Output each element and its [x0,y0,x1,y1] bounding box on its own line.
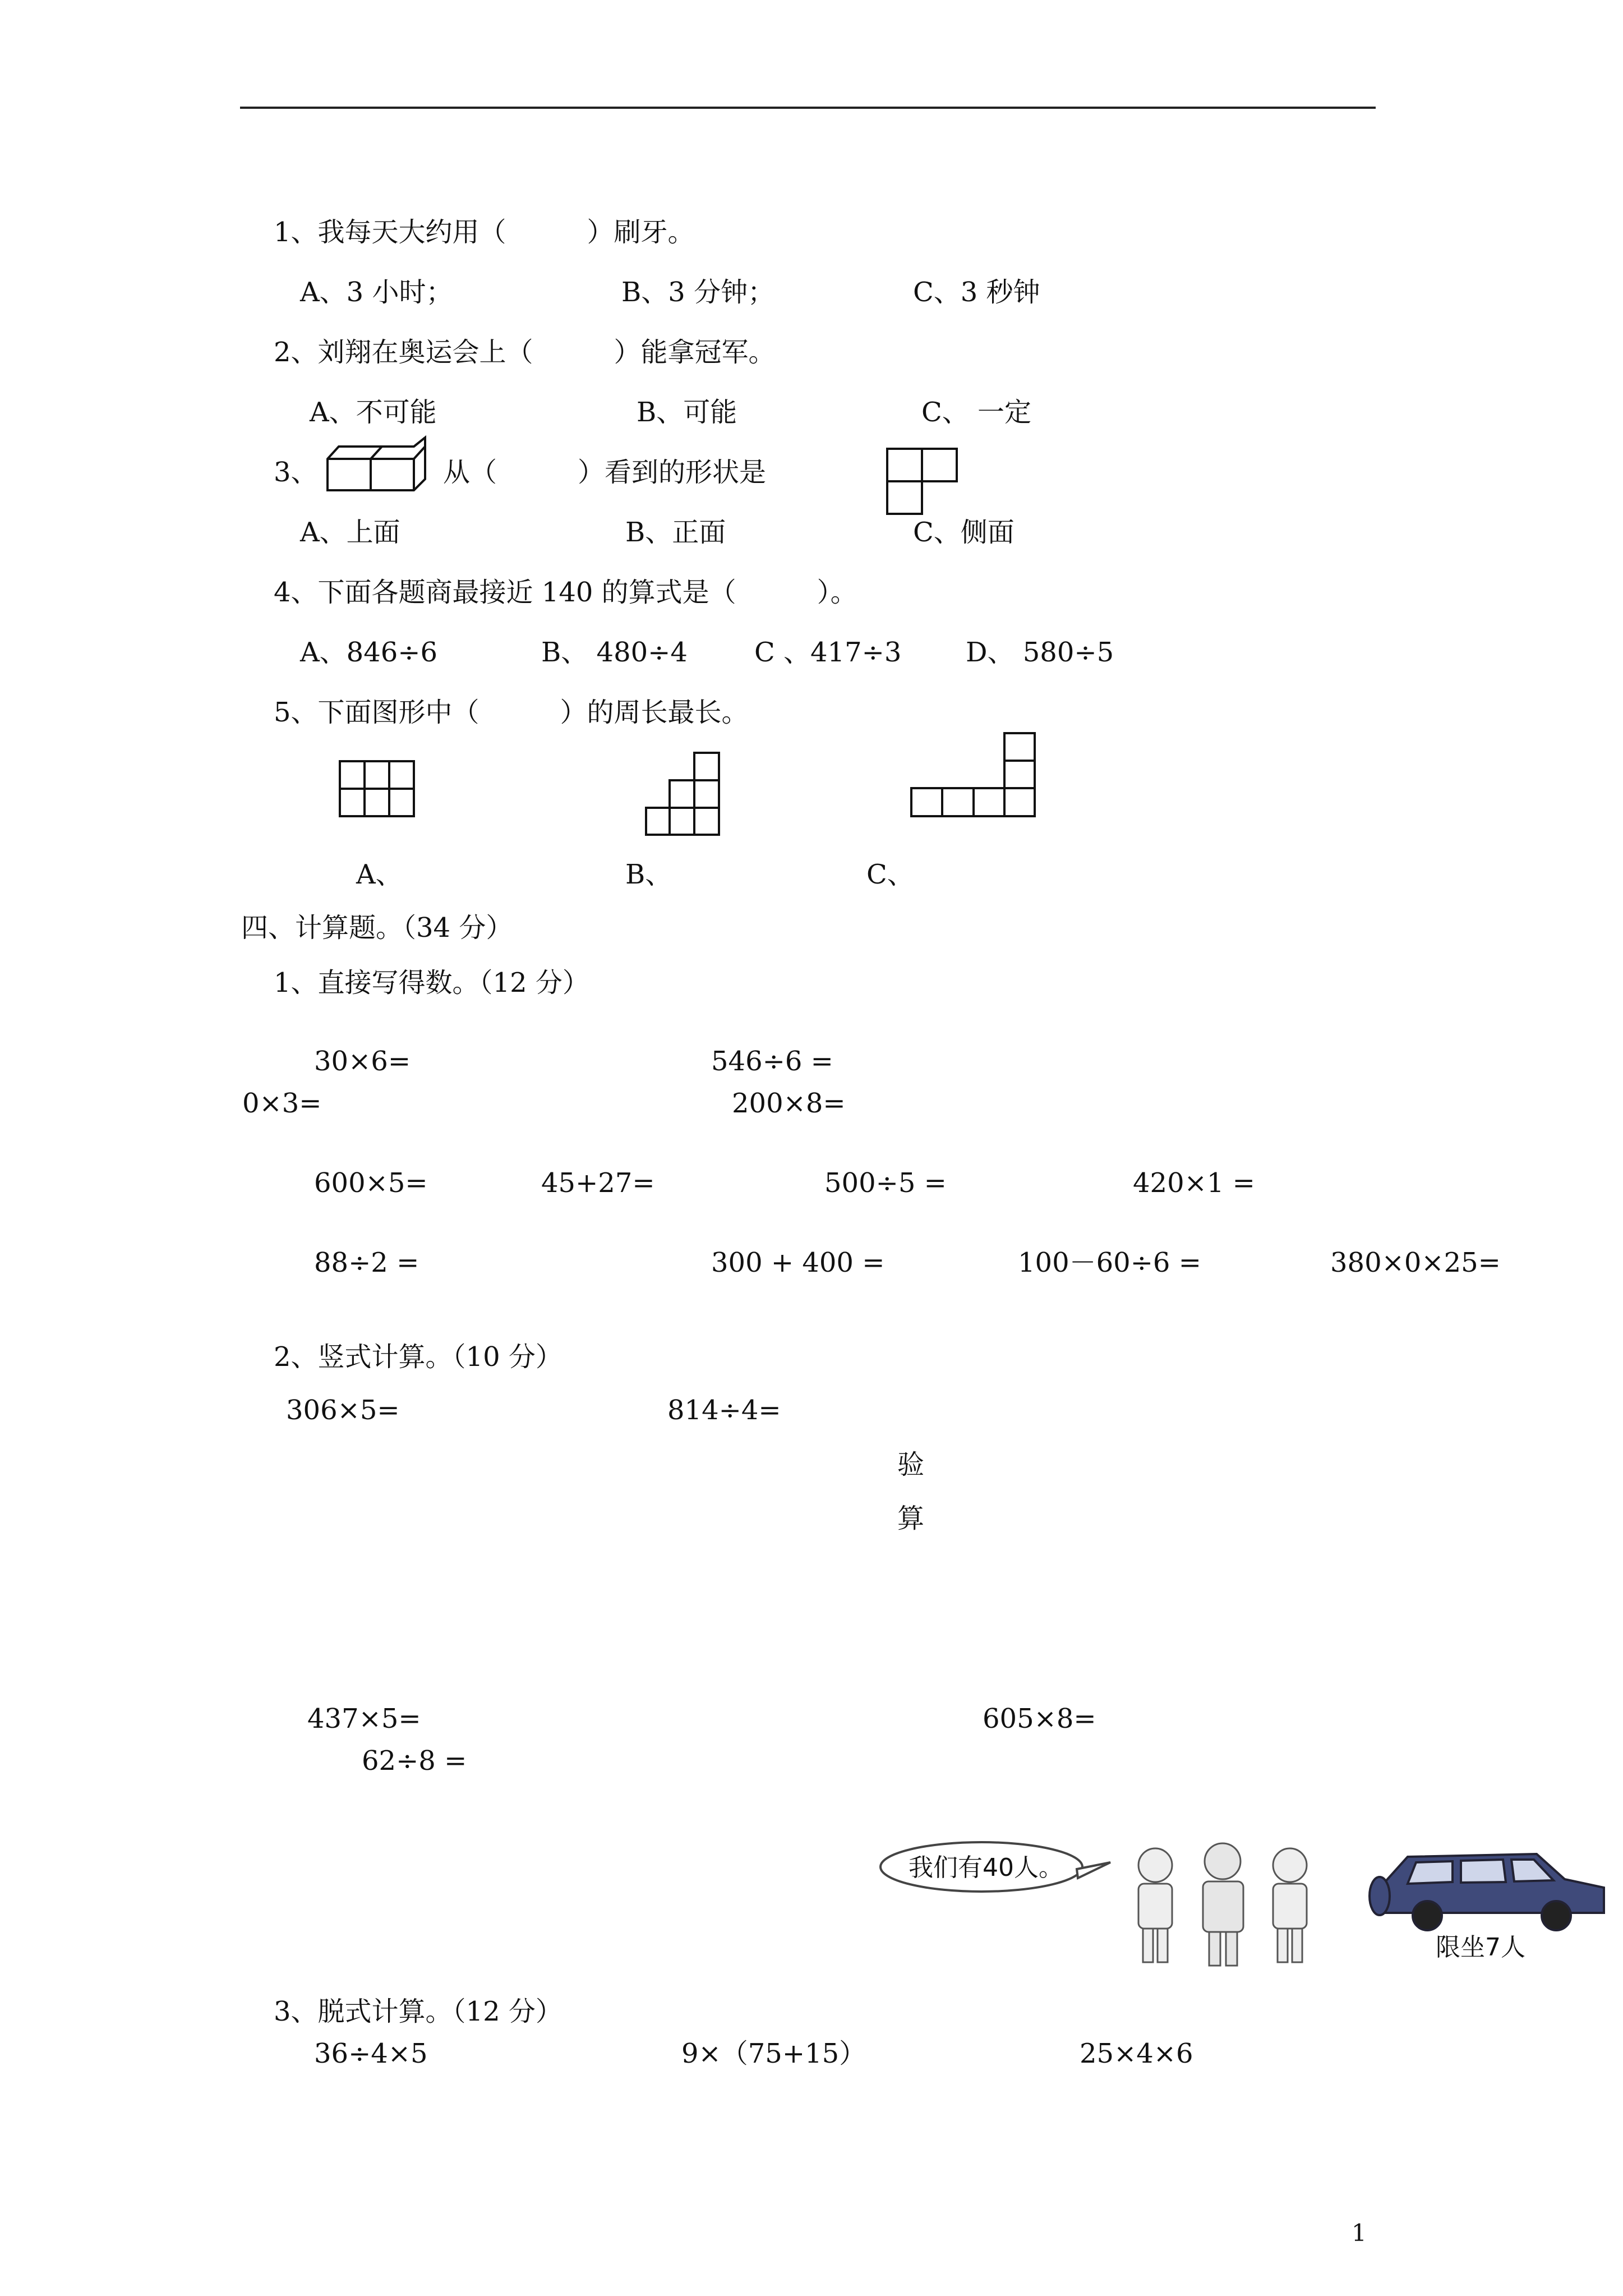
part3-title: 3、脱式计算。（12 分） [274,1996,562,2027]
header-rule [240,107,1376,109]
q2-option-b: B、可能 [637,397,737,428]
q2-option-a: A、不可能 [310,397,437,428]
check-label-1: 验 [897,1449,925,1480]
q1-stem: 1、我每天大约用（ ）刷牙。 [274,217,695,248]
q5-figure-a [339,760,415,817]
q1-option-b: B、3 分钟； [621,277,775,308]
q4-option-c: C 、417÷3 [754,637,902,668]
section4-title: 四、计算题。（34 分） [241,912,513,944]
calc-item: 500÷5 = [824,1167,947,1199]
q3-view-shape [886,448,965,515]
q3-number: 3、 [274,457,318,488]
q3-stem: 从（ ）看到的形状是 [443,457,767,488]
vertical-calc-item: 605×8= [983,1703,1096,1734]
vertical-calc-item: 306×5= [286,1395,400,1426]
q5-label-a: A、 [356,859,403,890]
q1-option-a: A、3 小时； [300,277,453,308]
calc-item: 200×8= [732,1088,846,1119]
check-label-2: 算 [897,1503,925,1534]
calc-item: 600×5= [314,1167,428,1199]
q4-option-d: D、 580÷5 [966,637,1114,668]
q3-cube-figure [325,438,426,494]
page-number: 1 [1352,2219,1367,2247]
q3-option-b: B、正面 [625,517,726,548]
q4-option-b: B、 480÷4 [541,637,688,668]
calc-item: 30×6= [314,1046,411,1077]
calc-item: 100－60÷6 = [1018,1247,1201,1278]
stepwise-calc-item: 36÷4×5 [314,2038,428,2069]
calc-item: 420×1 = [1133,1167,1255,1199]
q1-option-c: C、3 秒钟 [913,277,1040,308]
calc-item: 0×3= [242,1088,322,1119]
part1-title: 1、直接写得数。（12 分） [274,967,589,999]
q5-label-c: C、 [866,859,914,890]
calc-item: 88÷2 = [314,1247,419,1278]
q2-stem: 2、刘翔在奥运会上（ ）能拿冠军。 [274,337,776,368]
stepwise-calc-item: 9×（75+15） [681,2038,866,2069]
vertical-calc-item: 814÷4= [667,1395,781,1426]
q4-stem: 4、下面各题商最接近 140 的算式是（ ）。 [274,577,857,608]
q5-figure-b [645,752,720,836]
q3-option-a: A、上面 [300,517,400,548]
calc-item: 380×0×25= [1330,1247,1501,1278]
vertical-calc-item: 437×5= [307,1703,421,1734]
q5-figure-c [910,732,1036,817]
calc-item: 300 + 400 = [711,1247,885,1278]
vertical-calc-item: 62÷8 = [362,1745,467,1777]
car-capacity-sign: 限坐7人 [1436,1933,1525,1962]
q5-stem: 5、下面图形中（ ）的周长最长。 [274,697,749,728]
calc-item: 45+27= [541,1167,655,1199]
speech-bubble-text: 我们有40人。 [909,1853,1063,1882]
calc-item: 546÷6 = [711,1046,833,1077]
q5-label-b: B、 [625,859,672,890]
stepwise-calc-item: 25×4×6 [1080,2038,1193,2069]
part2-title: 2、竖式计算。（10 分） [274,1341,562,1373]
q2-option-c: C、 一定 [921,397,1031,428]
q4-option-a: A、846÷6 [300,637,438,668]
q3-option-c: C、侧面 [913,517,1015,548]
